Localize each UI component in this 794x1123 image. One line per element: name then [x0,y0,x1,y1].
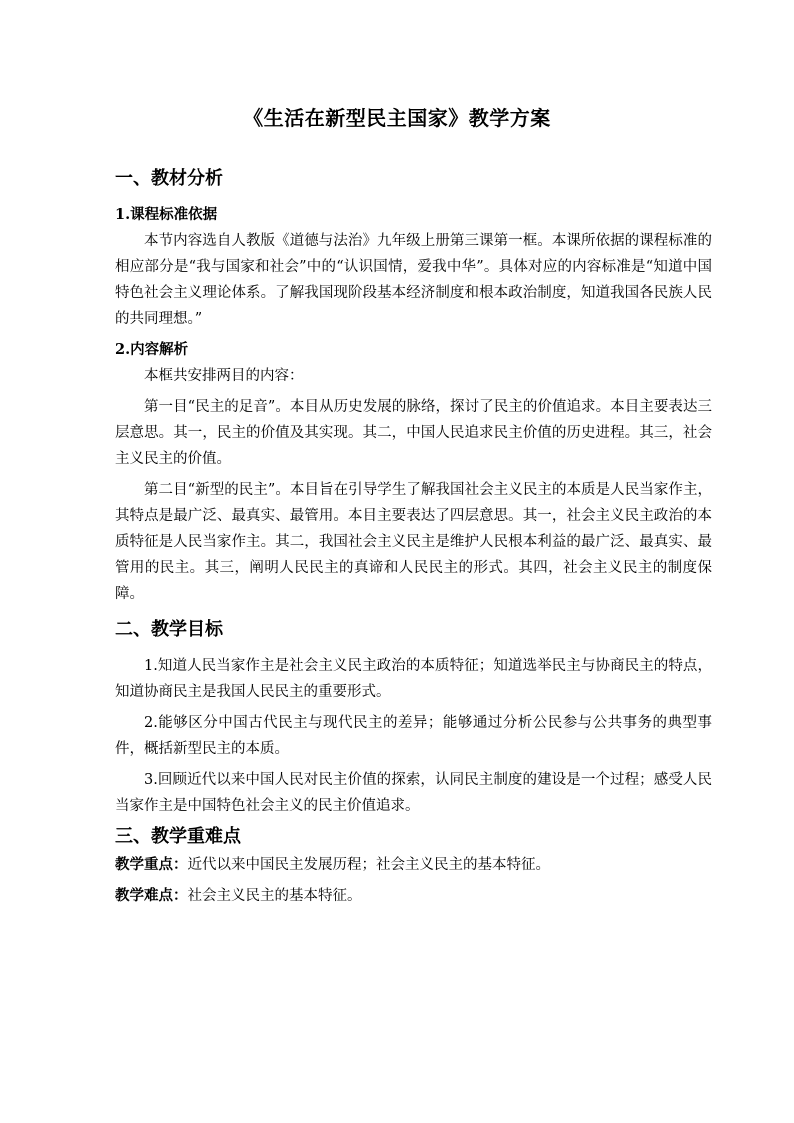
key-point-line [115,852,712,878]
document-title: 《生活在新型民主国家》教学方案 [243,106,551,130]
document-body [115,166,712,909]
subheading-content-analysis: 2.内容解析 [115,341,189,358]
difficulty-text: 社会主义民主的基本特征。 [187,888,362,904]
objective-item-2: 2.能够区分中国古代民主与现代民主的差异；能够通过分析公民参与公共事务的典型事件，概括新型民主的本质。 [115,715,712,757]
section-heading-analysis: 一、教材分析 [115,168,223,189]
section-heading-key-points: 三、教学重难点 [115,826,241,847]
paragraph-curriculum-basis: 本节内容选自人教版《道德与法治》九年级上册第三课第一框。本课所依据的课程标准的相应部分是“我与国家和社会”中的“认识国情，爱我中华”。具体对应的内容标准是“知道中国特色社会主义理论体系。了解我国现阶段基本经济制度和根本政治制度，知道我国各民族人民的共同理想。” [115,233,712,327]
subheading-curriculum-basis: 1.课程标准依据 [115,206,218,223]
objective-item-1: 1.知道人民当家作主是社会主义民主政治的本质特征；知道选举民主与协商民主的特点，知道协商民主是我国人民民主的重要形式。 [115,658,712,700]
paragraph-second-item: 第二目“新型的民主”。本目旨在引导学生了解我国社会主义民主的本质是人民当家作主，其特点是最广泛、最真实、最管用。本目主要表达了四层意思。其一，社会主义民主政治的本质特征是人民当家作主。其二，我国社会主义民主是维护人民根本利益的最广泛、最真实、最管用的民主。其三，阐明人民民主的真谛和人民民主的形式。其四，社会主义民主的制度保障。 [115,482,712,602]
key-point-label: 教学重点： [115,856,188,873]
objective-item-3: 3.回顾近代以来中国人民对民主价值的探索，认同民主制度的建设是一个过程；感受人民当家作主是中国特色社会主义的民主价值追求。 [115,772,712,814]
difficulty-label: 教学难点： [115,887,188,904]
paragraph-first-item: 第一目“民主的足音”。本目从历史发展的脉络，探讨了民主的价值追求。本目主要表达三层意思。其一，民主的价值及其实现。其二，中国人民追求民主价值的历史进程。其三，社会主义民主的价值。 [115,399,712,467]
section-heading-objectives: 二、教学目标 [115,619,223,640]
paragraph-content-intro: 本框共安排两目的内容： [144,368,304,384]
key-point-text: 近代以来中国民主发展历程；社会主义民主的基本特征。 [187,857,550,873]
difficulty-line [115,883,712,909]
